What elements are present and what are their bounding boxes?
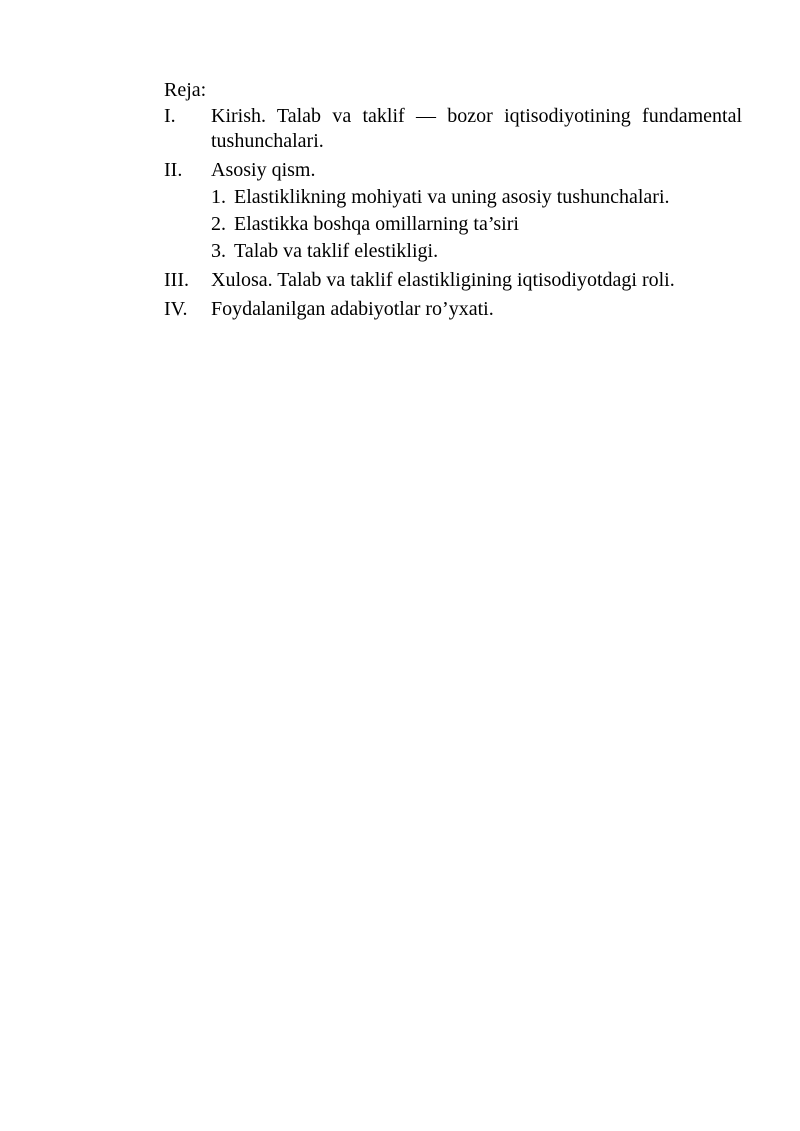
- sub-outline-item-1: [211, 185, 742, 210]
- outline-section: [211, 158, 742, 264]
- outline-item-3: [164, 268, 742, 293]
- outline-numeral: III.: [164, 269, 189, 291]
- outline-text: Kirish. Talab va taklif — bozor iqtisodiyotining fundamental tushunchalari.: [211, 105, 742, 152]
- plan-outline: [164, 104, 742, 322]
- sub-outline-text: Elastiklikning mohiyati va uning asosiy tushunchalari.: [234, 186, 670, 208]
- outline-numeral: I.: [164, 105, 176, 127]
- outline-text: Foydalanilgan adabiyotlar ro’yxati.: [211, 298, 494, 320]
- outline-numeral: IV.: [164, 298, 188, 320]
- sub-outline-number: 1.: [211, 186, 226, 208]
- sub-outline-item-2: [211, 212, 742, 237]
- sub-outline-text: Talab va taklif elestikligi.: [234, 240, 439, 262]
- sub-outline-text: Elastikka boshqa omillarning ta’siri: [234, 213, 519, 235]
- plan-heading: Reja:: [164, 79, 207, 101]
- sub-outline-item-3: [211, 239, 742, 264]
- document-page: [164, 78, 742, 322]
- outline-text: Asosiy qism.: [211, 159, 316, 181]
- outline-item-4: [164, 297, 742, 322]
- sub-outline-number: 2.: [211, 213, 226, 235]
- outline-numeral: II.: [164, 159, 183, 181]
- outline-text: Xulosa. Talab va taklif elastikligining iqtisodiyotdagi roli.: [211, 269, 675, 291]
- sub-outline: [211, 185, 742, 264]
- outline-item-2: [164, 158, 742, 264]
- sub-outline-number: 3.: [211, 240, 226, 262]
- outline-item-1: [164, 104, 742, 154]
